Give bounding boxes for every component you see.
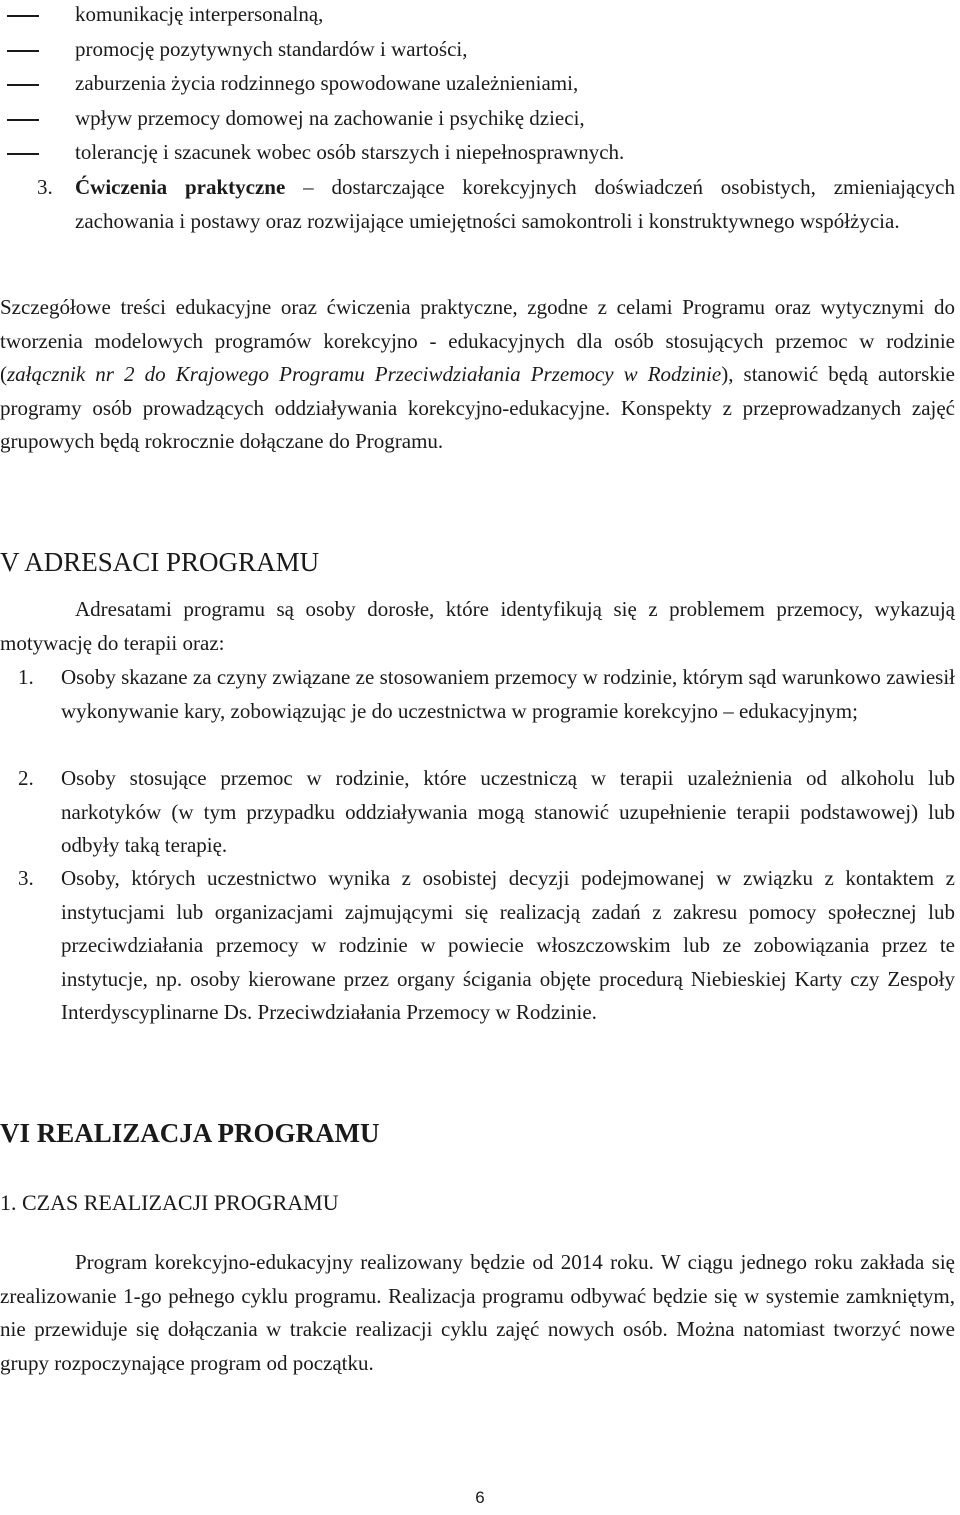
list-item xyxy=(0,33,955,68)
page-number: 6 xyxy=(475,1488,485,1507)
section-heading-addressees: V ADRESACI PROGRAMU xyxy=(0,547,320,577)
list-item xyxy=(0,136,955,171)
bullet-list xyxy=(0,0,955,171)
paragraph-italic-reference: załącznik nr 2 do Krajowego Programu Przeciwdziałania Przemocy w Rodzinie xyxy=(7,362,722,386)
list-item-text: zaburzenia życia rodzinnego spowodowane uzależnieniami, xyxy=(75,71,579,95)
list-item xyxy=(0,762,955,863)
list-item-text: promocję pozytywnych standardów i wartości, xyxy=(75,36,468,61)
item-text: Osoby skazane za czyny związane ze stosowaniem przemocy w rodzinie, którym sąd warunkowo zawiesił wykonywanie kary, zobowiązując je do uczestnictwa w programie korekcyjno – edukacyjnym; xyxy=(61,665,955,723)
list-item-text: tolerancję i szacunek wobec osób starszych i niepełnosprawnych. xyxy=(75,140,625,164)
list-item-text: wpływ przemocy domowej na zachowanie i psychikę dzieci, xyxy=(75,105,585,130)
list-item xyxy=(0,862,955,1030)
list-item xyxy=(0,661,955,728)
paragraph-text: ), stanowić będą autorskie programy osób prowadzących oddziaływania korekcyjno-edukacyjne. Konspekty z przeprowadzanych zajęć grupowych będą rokrocznie dołączane do Programu. xyxy=(0,362,955,453)
paragraph-time: Program korekcyjno-edukacyjny realizowany będzie od 2014 roku. W ciągu jednego roku zakłada się zrealizowanie 1-go pełnego cyklu programu. Realizacja programu odbywać będzie się w systemie zamkniętym, nie przewiduje się dołączania w trakcie realizacji cyklu zajęć nowych osób. Można natomiast tworzyć nowe grupy rozpoczynające program od początku. xyxy=(0,1250,955,1375)
item-rest-text: – dostarczające korekcyjnych doświadczeń osobistych, zmieniających zachowania i postawy oraz rozwijające umiejętności samokontroli i konstruktywnego współżycia. xyxy=(75,175,955,233)
item-number: 2. xyxy=(18,766,34,790)
item-text: Osoby stosujące przemoc w rodzinie, które uczestniczą w terapii uzależnienia od alkoholu lub narkotyków (w tym przypadku oddziaływania mogą stanowić uzupełnienie terapii podstawowej) lub odbyły taką terapię. xyxy=(61,766,955,857)
dash-bullet-icon xyxy=(7,15,39,17)
paragraph-text: Szczegółowe treści edukacyjne oraz ćwiczenia praktyczne, zgodne z celami Programu oraz wytycznymi do tworzenia modelowych programów korekcyjno - edukacyjnych dla osób stosujących przemoc w rodzinie ( xyxy=(0,295,955,386)
item-bold-title: Ćwiczenia praktyczne xyxy=(75,175,286,199)
list-item-text: komunikację interpersonalną, xyxy=(75,2,324,26)
list-item xyxy=(0,0,955,33)
list-item xyxy=(0,102,955,137)
list-item xyxy=(0,67,955,102)
item-number: 3. xyxy=(18,866,34,890)
numbered-item-exercises xyxy=(0,171,955,238)
dash-bullet-icon xyxy=(7,50,39,52)
dash-bullet-icon xyxy=(7,153,39,155)
paragraph-details xyxy=(0,291,955,459)
dash-bullet-icon xyxy=(7,84,39,86)
subsection-heading-time: 1. CZAS REALIZACJI PROGRAMU xyxy=(0,1190,339,1215)
item-number: 3. xyxy=(37,175,53,199)
section-heading-implementation: VI REALIZACJA PROGRAMU xyxy=(0,1118,380,1148)
item-text: Osoby, których uczestnictwo wynika z osobistej decyzji podejmowanej w związku z kontaktem z instytucjami lub organizacjami zajmującymi się realizacją zadań z zakresu pomocy społecznej lub przeciwdziałania przemocy w rodzinie w powiecie włoszczowskim lub ze zobowiązania przez te instytucje, np. osoby kierowane przez organy ścigania objęte procedurą Niebieskiej Karty czy Zespoły Interdyscyplinarne Ds. Przeciwdziałania Przemocy w Rodzinie. xyxy=(61,866,955,1024)
item-text xyxy=(75,171,955,238)
item-number: 1. xyxy=(18,665,34,689)
dash-bullet-icon xyxy=(7,119,39,121)
section-intro: Adresatami programu są osoby dorosłe, które identyfikują się z problemem przemocy, wykazują motywację do terapii oraz: xyxy=(0,597,955,655)
